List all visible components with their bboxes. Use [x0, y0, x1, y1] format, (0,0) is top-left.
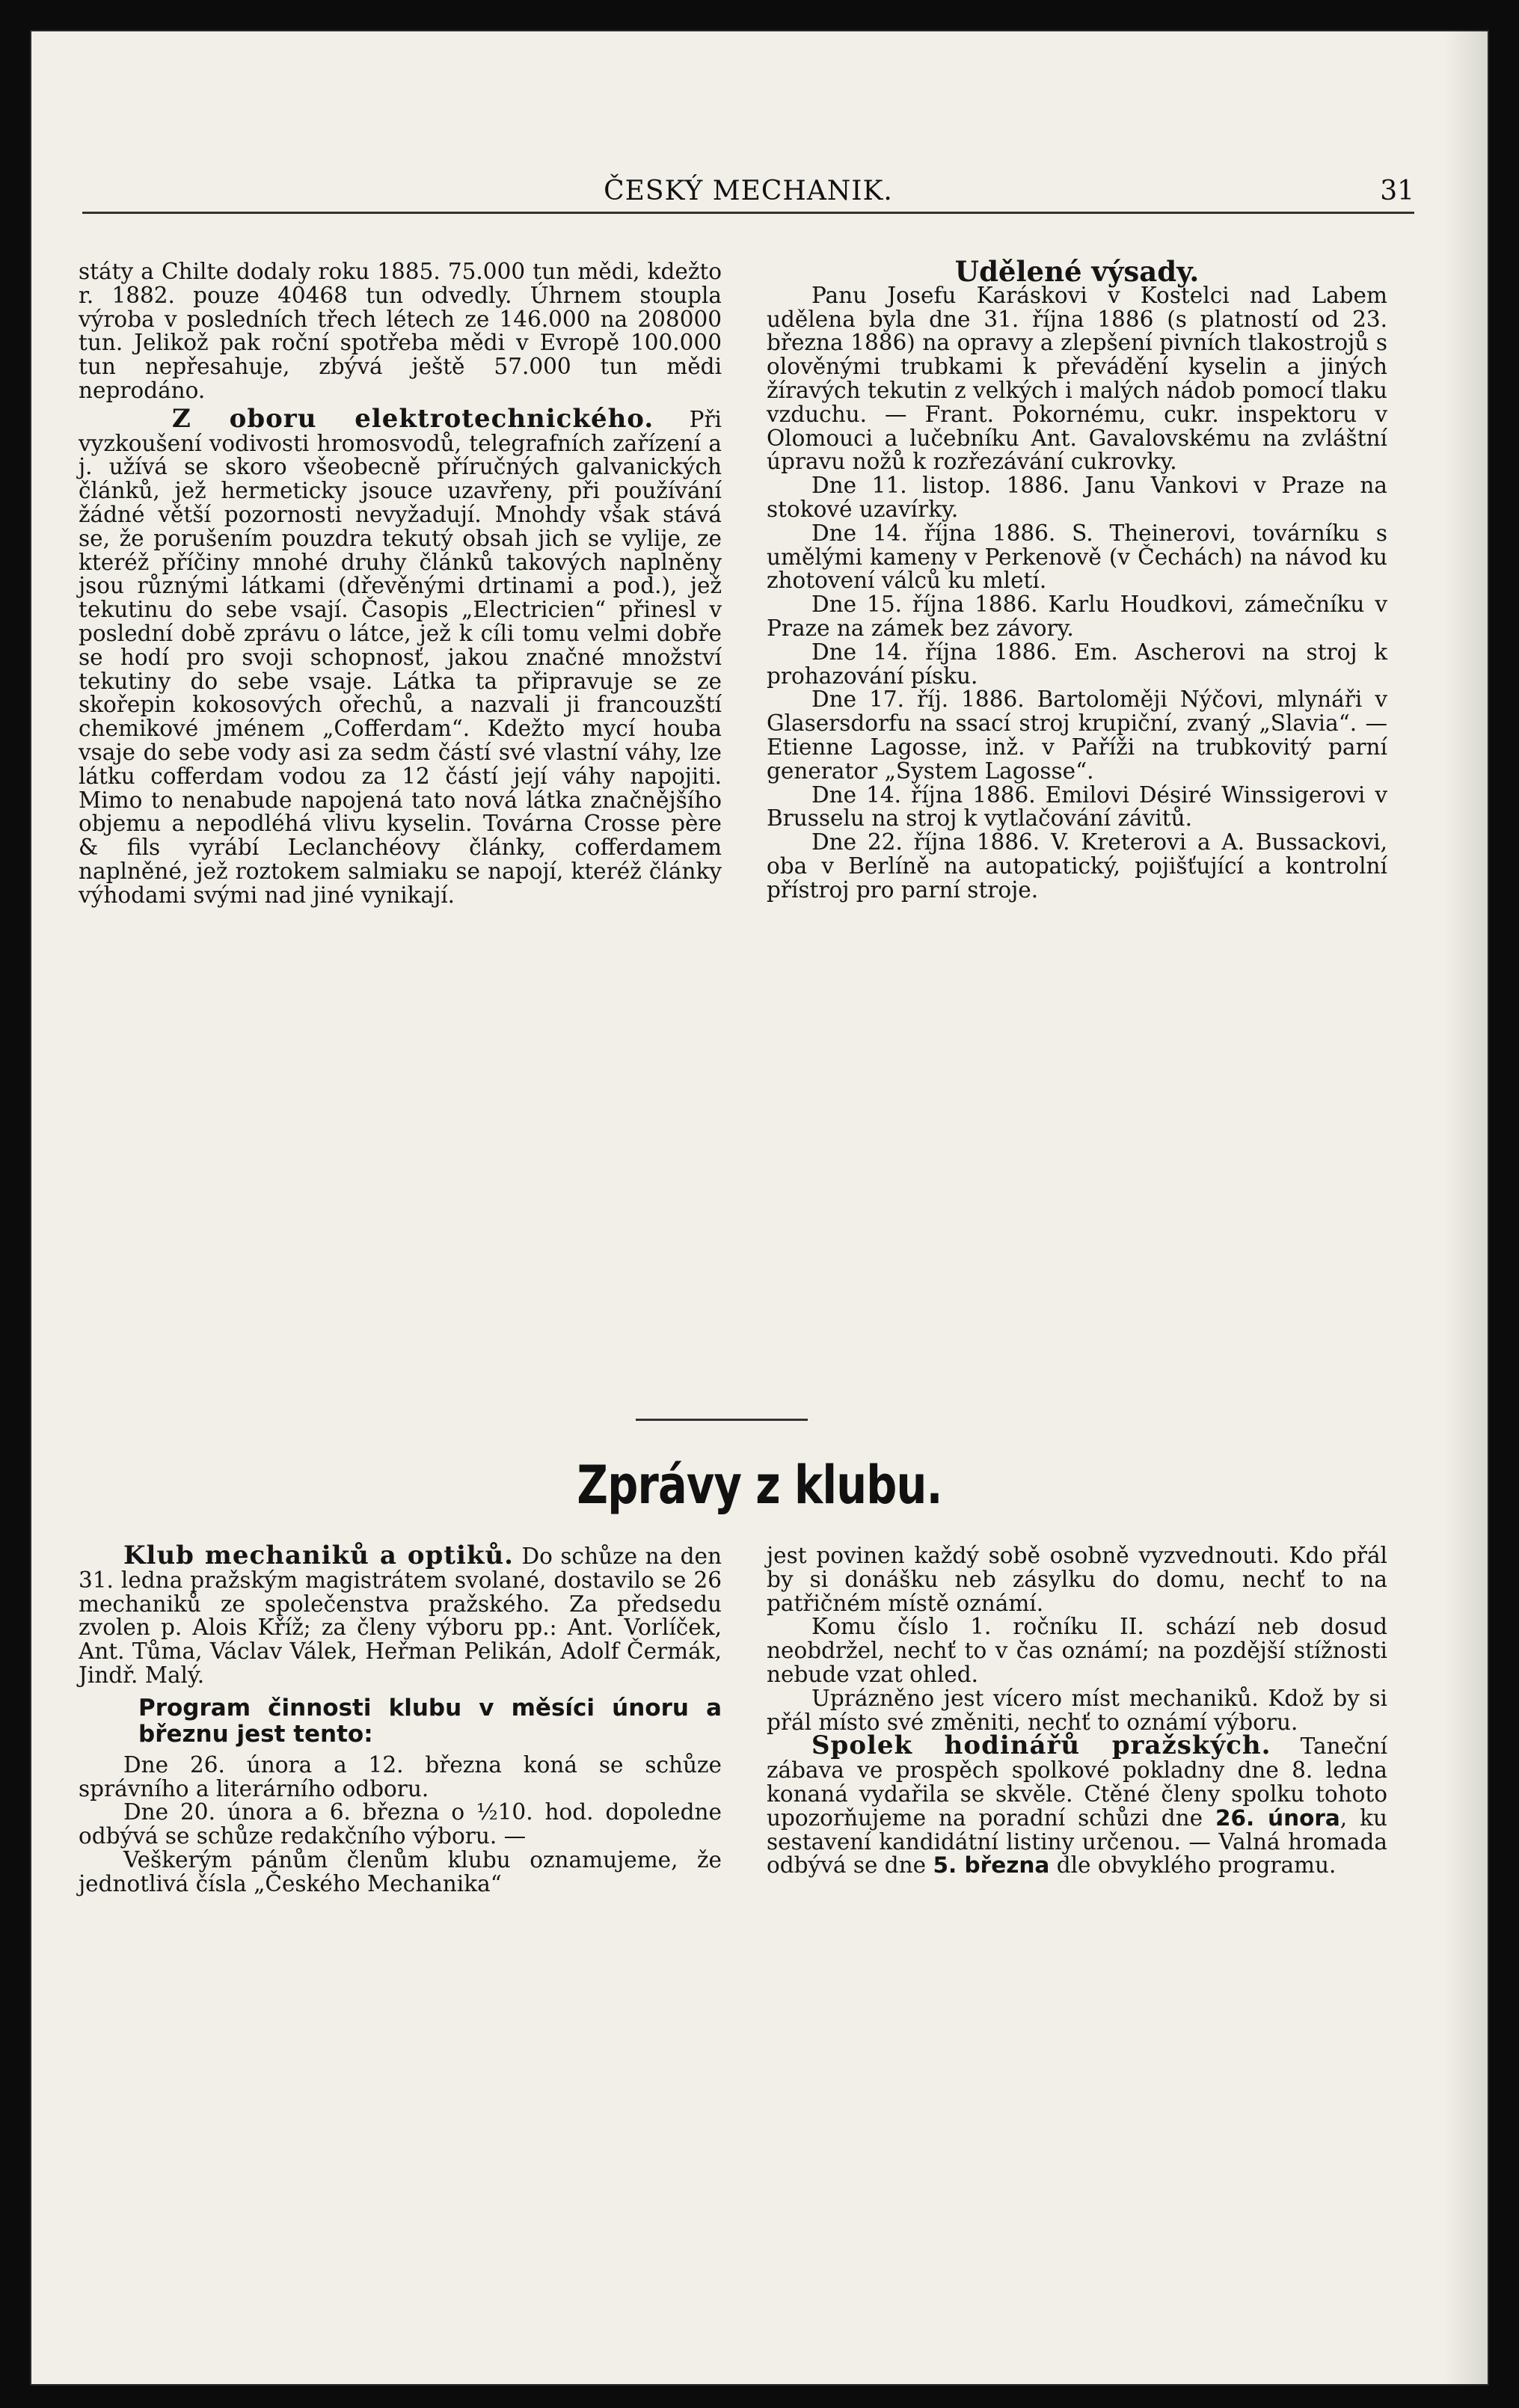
members-notice: Veškerým pánům členům klubu oznamujeme, že jednotlivá čísla „Českého Mechanika“: [79, 1846, 722, 1896]
section-heading-electrotech: Z oboru elektrotechnického.: [172, 403, 654, 434]
page-header: [82, 176, 1414, 214]
club-meeting-text: Do schůze na den 31. ledna pražským magistrátem svolané, dostavilo se 26 mechaniků ze společenstva pražského. Za předsedu zvolen p. Alois Kříž; za členy výboru pp.: Ant. Vorlíček, Ant. Tůma, Václav Válek, Heřman Pelikán, Adolf Čermák, Jindř. Malý.: [79, 1544, 722, 1688]
patent-entry: Dne 22. října 1886. V. Kreterovi a A. Bussackovi, oba v Berlíně na autopatický, pojišťující a kontrolní přístroj pro parní stroje.: [767, 829, 1387, 903]
section-divider: [636, 1419, 808, 1421]
assembly-date: 5. března: [933, 1852, 1050, 1879]
patent-entry: Dne 14. října 1886. S. Theinerovi, továrníku s umělými kameny v Perkenově (v Čechách) na návod ku zhotovení válců ku mletí.: [767, 520, 1387, 594]
club-meeting-article: [79, 1541, 722, 1688]
club-news-heading: Zprávy z klubu.: [577, 1455, 942, 1516]
newspaper-page: [30, 30, 1489, 2386]
spolek-text-3: dle obvyklého programu.: [1056, 1852, 1337, 1879]
patent-entry: Dne 15. října 1886. Karlu Houdkovi, zámečníku v Praze na zámek bez závory.: [767, 592, 1387, 641]
spolek-title: Spolek hodinářů pražských.: [811, 1730, 1271, 1761]
patent-entry: Dne 17. říj. 1886. Bartoloměji Nýčovi, mlynáři v Glasersdorfu na ssací stroj krupiční, zvaný „Slavia“. — Etienne Lagosse, inž. v Paříži na trubkovitý parní generator „System Lagosse“.: [767, 687, 1387, 784]
issue-notice: Komu číslo 1. ročníku II. schází neb dosud neobdržel, nechť to v čas oznámí; na pozdější stížnosti nebude vzat ohled.: [767, 1614, 1387, 1687]
program-item: Dne 20. února a 6. března o ½10. hod. dopoledne odbývá se schůze redakčního výboru. —: [79, 1799, 722, 1849]
left-column: [79, 260, 722, 908]
patent-entry: Panu Josefu Karáskovi v Kostelci nad Labem udělena byla dne 31. října 1886 (s platností od 23. března 1886) na opravy a zlepšení pivních tlakostrojů s olověnými trubkami k převádění kyselin a jiných žíravých tekutin z velkých i malých nádob pomocí tlaku vzduchu. — Frant. Pokornému, cukr. inspektoru v Olomouci a lučebníku Ant. Gavalovskému na zvláštní úpravu nožů k rozřezávání cukrovky.: [767, 282, 1387, 475]
members-notice-cont: jest povinen každý sobě osobně vyzvednouti. Kdo přál by si donášku neb zásylku do domu, nechť to na patřičném místě oznámí.: [767, 1543, 1387, 1616]
watchmakers-article: [767, 1730, 1387, 1879]
club-title: Klub mechaniků a optiků.: [123, 1541, 515, 1570]
spolek-text: Taneční zábava ve prospěch spolkové pokladny dne 8. ledna konaná vydařila se skvěle. Ctěné členy spolku tohoto upozorňujeme na poradní schůzi dne: [767, 1733, 1387, 1831]
page-number: 31: [1380, 176, 1414, 206]
section-heading-patents: Udělené výsady.: [954, 255, 1200, 288]
patent-entry: Dne 14. října 1886. Emilovi Désiré Winssigerovi v Brusselu na stroj k vytlačování závitů.: [767, 781, 1387, 832]
program-item: Dne 26. února a 12. března koná se schůze správního a literárního odboru.: [79, 1751, 722, 1802]
spolek-text-2: , ku sestavení kandidátní listiny určenou. — Valná hromada odbývá se dne: [767, 1805, 1387, 1879]
right-column: [767, 255, 1387, 903]
meeting-date: 26. února: [1215, 1805, 1340, 1831]
article-copper-text: státy a Chilte dodaly roku 1885. 75.000 tun mědi, kdežto r. 1882. pouze 40468 tun odvedly. Úhrnem stoupla výroba v posledních třech létech ze 146.000 na 208000 tun. Jelikož pak roční spotřeba mědi v Evropě 100.000 tun nepřesahuje, zbývá ještě 57.000 tun mědi neprodáno.: [79, 259, 722, 403]
program-heading: Program činnosti klubu v měsíci únoru a březnu jest tento:: [138, 1694, 722, 1748]
electrotech-article: [79, 403, 722, 908]
patent-entry: Dne 11. listop. 1886. Janu Vankovi v Praze na stokové uzavírky.: [767, 473, 1387, 522]
article-electrotech-text: Při vyzkoušení vodivosti hromosvodů, telegrafních zařízení a j. užívá se skoro všeobecně příručných galvanických článků, jež hermeticky jsouce uzavřeny, při používání žádné větší pozornosti nevyžadují. Mnohdy však stává se, že porušením pouzdra tekutý obsah jich se vylije, ze kteréž příčiny mnohé druhy článků takových naplněny jsou různými látkami (dřevěnými drtinami a pod.), jež tekutinu do sebe vsají. Časopis „Electricien“ přinesl v poslední době zprávu o látce, jež k cíli tomu velmi dobře se hodí pro svoji schopnosť, jakou značné množství tekutiny do sebe vsaje. Látka ta připravuje se ze skořepin kokosových ořechů, a nazvali ji francouzští chemikové jménem „Cofferdam“. Kdežto mycí houba vsaje do sebe vody asi za sedm částí své vlastní váhy, lze látku cofferdam vodou za 12 částí její váhy napojiti. Mimo to nenabude napojená tato nová látka značnějšího objemu a nepodléhá vlivu kyselin. Továrna Crosse père & fils vyrábí Leclanchéovy články, cofferdamem naplněné, jež roztokem salmiaku se napojí, kteréž články výhodami svými nad jiné vynikají.: [79, 406, 722, 908]
journal-title: ČESKÝ MECHANIK.: [604, 176, 893, 206]
vacancy-notice: Uprázněno jest vícero míst mechaniků. Kdož by si přál místo své změniti, nechť to oznámí výboru.: [767, 1685, 1387, 1735]
patent-entry: Dne 14. října 1886. Em. Ascherovi na stroj k prohazování písku.: [767, 639, 1387, 689]
club-left-column: [79, 1541, 722, 1896]
club-right-column: [767, 1544, 1387, 1878]
